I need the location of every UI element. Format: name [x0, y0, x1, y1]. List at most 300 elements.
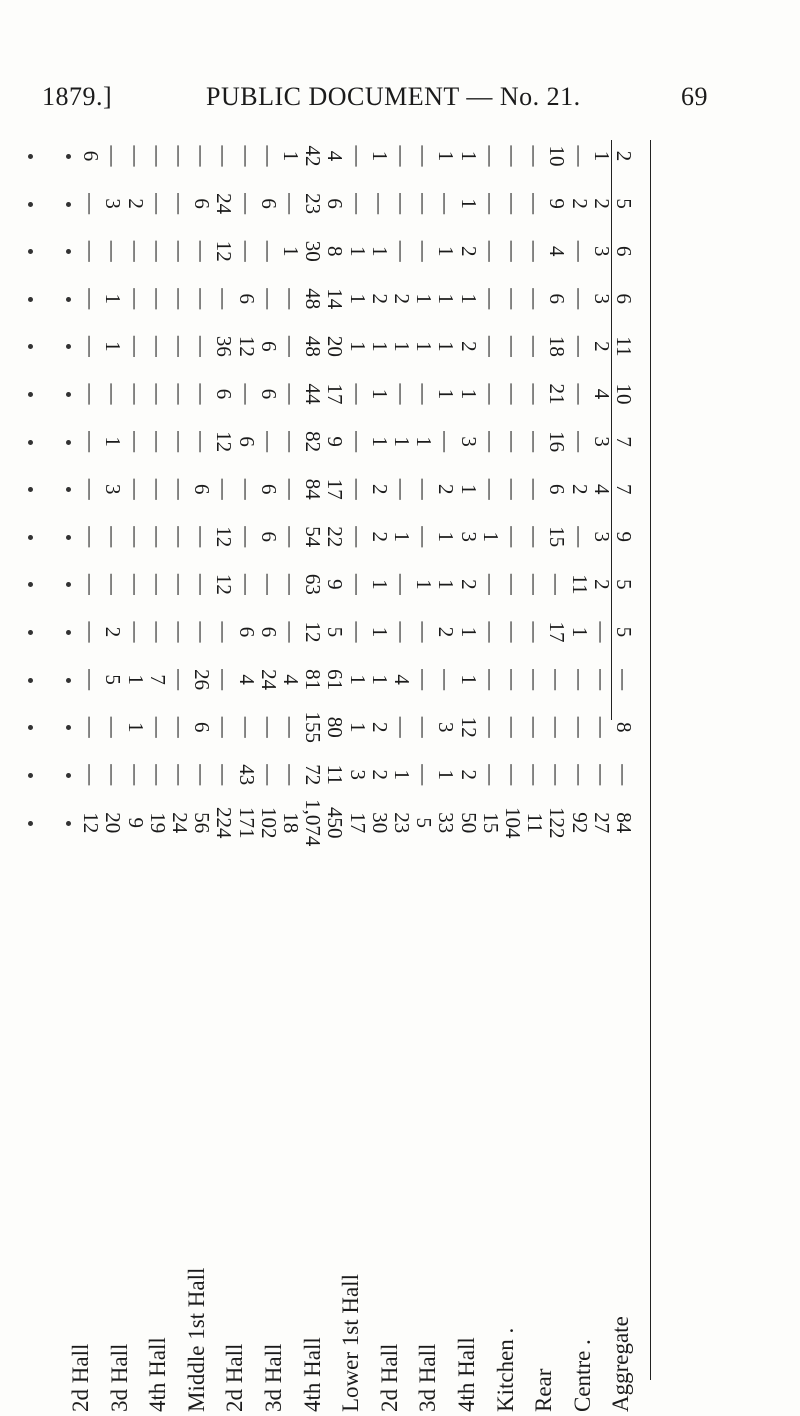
table-cell: —	[101, 764, 126, 786]
table-cell: 12	[212, 431, 237, 453]
table-cell: —	[234, 478, 259, 500]
table-cell: —	[145, 288, 170, 310]
table-cell: —	[168, 478, 192, 500]
table-cell: 82	[301, 431, 326, 453]
table-cell: —	[256, 240, 281, 262]
table-cell: 84	[301, 478, 326, 500]
table-cell: 1	[390, 436, 414, 447]
table-cell: —	[523, 240, 548, 262]
table-cell: 4	[589, 483, 614, 495]
table-cell: —	[501, 526, 525, 548]
table-cell: —	[168, 335, 192, 357]
table-cell: 2	[567, 198, 592, 209]
table-cell: —	[345, 573, 370, 595]
table-cell: —	[589, 764, 614, 786]
aggregate-cell: 450	[323, 807, 348, 839]
table-cell: 2	[367, 721, 392, 733]
table-cell: —	[345, 431, 370, 453]
table-cell: —	[501, 383, 525, 405]
table-cell: —	[501, 764, 525, 786]
table-cell: —	[501, 288, 525, 310]
aggregate-cell: 224	[212, 807, 237, 839]
table-cell: —	[390, 193, 414, 215]
table-cell: 4	[589, 388, 614, 400]
table-cell: 4	[279, 674, 303, 685]
table-cell: 1	[345, 721, 370, 733]
table-cell: —	[390, 240, 414, 262]
table-cell: —	[279, 526, 303, 548]
table-cell: —	[190, 526, 215, 548]
table-cell: —	[478, 145, 503, 167]
row-label: 3d Hall	[106, 1343, 132, 1412]
aggregate-cell: 84	[612, 812, 636, 834]
table-cell: —	[145, 193, 170, 215]
table-cell: —	[412, 478, 437, 500]
table-cell: —	[123, 335, 148, 357]
table-cell: 6	[212, 388, 237, 400]
table-cell: 15	[545, 526, 570, 548]
table-cell: —	[256, 573, 281, 595]
header-page-number: 69	[681, 82, 708, 111]
table-cell: —	[190, 431, 215, 453]
table-cell: 2	[367, 293, 392, 305]
table-cell: —	[168, 288, 192, 310]
table-cell: —	[523, 621, 548, 643]
table-cell: 2	[434, 626, 459, 638]
table-cell: —	[101, 716, 126, 738]
table-cell: —	[567, 335, 592, 357]
table-cell: —	[168, 573, 192, 595]
table-cell: —	[501, 573, 525, 595]
table-cell: —	[279, 621, 303, 643]
table-cell: 3	[589, 245, 614, 257]
table-cell: 1	[123, 721, 148, 733]
table-cell: 6	[545, 293, 570, 305]
table-cell: —	[123, 431, 148, 453]
table-cell: 3	[101, 198, 126, 209]
table-cell: 1	[456, 150, 481, 162]
table-cell: —	[190, 573, 215, 595]
table-cell: —	[79, 193, 104, 215]
table-cell: —	[168, 145, 192, 167]
aggregate-cell: 33	[434, 812, 459, 834]
table-cell: 2	[123, 198, 148, 209]
table-cell: 61	[323, 669, 348, 691]
table-cell: —	[79, 335, 104, 357]
table-cell: 22	[323, 526, 348, 548]
table-cell: 3	[456, 531, 481, 543]
row-label: 3d Hall	[261, 1343, 286, 1412]
table-cell: 2	[589, 341, 614, 352]
table-cell: 7	[612, 483, 636, 495]
aggregate-cell: 17	[345, 812, 370, 834]
table-cell: 63	[301, 573, 326, 595]
table-cell: —	[390, 573, 414, 595]
table-cell: 1	[279, 245, 303, 257]
table-cell: —	[501, 335, 525, 357]
table-cell: 6	[190, 721, 215, 733]
table-cell: —	[523, 335, 548, 357]
table-cell: 1	[434, 150, 459, 162]
table-cell: —	[501, 240, 525, 262]
table-cell: —	[212, 669, 237, 691]
table-cell: 1	[123, 674, 148, 685]
table-cell: —	[123, 621, 148, 643]
table-cell: 1	[456, 388, 481, 400]
table-cell: —	[234, 193, 259, 215]
table-cell: —	[123, 764, 148, 786]
table-cell: —	[190, 288, 215, 310]
table-cell: —	[145, 621, 170, 643]
table-cell: 1	[367, 674, 392, 685]
table-cell: 9	[323, 579, 348, 590]
table-cell: 48	[301, 288, 326, 310]
table-cell: —	[478, 240, 503, 262]
table-cell: 2	[434, 483, 459, 495]
table-cell: 1	[367, 341, 392, 352]
table-cell: 1	[589, 150, 614, 162]
table-cell: 10	[545, 145, 570, 167]
table-cell: —	[190, 240, 215, 262]
table-cell: —	[390, 621, 414, 643]
aggregate-cell: 12	[79, 812, 104, 834]
table-cell: 42	[301, 145, 326, 167]
table-cell: —	[434, 193, 459, 215]
aggregate-cell: 19	[145, 812, 170, 834]
table-cell: 3	[101, 483, 126, 495]
aggregate-cell: 11	[523, 812, 548, 833]
table-cell: 1	[456, 674, 481, 685]
table-cell: —	[212, 478, 237, 500]
table-cell: —	[145, 335, 170, 357]
table-cell: 1	[434, 769, 459, 781]
table-cell: 1	[345, 674, 370, 685]
table-cell: —	[523, 431, 548, 453]
table-cell: 72	[301, 764, 326, 786]
row-label: 4th Hall	[299, 1337, 325, 1412]
table-cell: —	[523, 526, 548, 548]
table-cell: —	[478, 383, 503, 405]
table-cell: —	[190, 383, 215, 405]
table-cell: 11	[567, 574, 592, 595]
table-cell: 3	[456, 436, 481, 447]
table-cell: 2	[589, 579, 614, 590]
table-cell: —	[123, 478, 148, 500]
table-cell: 2	[567, 483, 592, 495]
table-cell: 6	[612, 293, 636, 305]
table-cell: 3	[345, 769, 370, 781]
table-cell: —	[168, 716, 192, 738]
table-cell: 1	[434, 531, 459, 543]
table-cell: —	[390, 716, 414, 738]
row-label: 2d Hall	[376, 1343, 402, 1412]
table-cell: 1	[567, 626, 592, 638]
table-cell: 2	[589, 198, 614, 209]
table-cell: 43	[234, 764, 259, 786]
table-cell: —	[256, 145, 281, 167]
aggregate-cell: 9	[123, 817, 148, 829]
table-cell: 17	[545, 621, 570, 643]
table-cell: 3	[434, 721, 459, 733]
table-cell: 11	[612, 336, 636, 357]
table-cell: 1	[367, 626, 392, 638]
table-cell: —	[612, 764, 636, 786]
table-cell: —	[123, 573, 148, 595]
table-cell: 11	[323, 764, 348, 785]
table-cell: —	[545, 764, 570, 786]
table-cell: 3	[589, 436, 614, 447]
table-cell: 2	[390, 293, 414, 305]
table-cell: 6	[234, 293, 259, 305]
aggregate-cell: 92	[567, 812, 592, 834]
table-cell: 6	[190, 198, 215, 209]
table-cell: 2	[456, 769, 481, 781]
aggregate-cell: 171	[234, 807, 259, 839]
table-cell: —	[79, 288, 104, 310]
table-cell: 48	[301, 335, 326, 357]
table-cell: 1	[367, 150, 392, 162]
table-cell: 1	[101, 293, 126, 305]
table-cell: —	[168, 193, 192, 215]
table-cell: —	[101, 383, 126, 405]
table-cell: —	[279, 431, 303, 453]
table-cell: —	[190, 764, 215, 786]
table-cell: —	[545, 573, 570, 595]
table-cell: —	[279, 764, 303, 786]
table-cell: 7	[612, 436, 636, 447]
table-cell: 1	[456, 483, 481, 495]
table-cell: 12	[212, 526, 237, 548]
table-cell: —	[478, 193, 503, 215]
table-cell: 6	[190, 483, 215, 495]
table-cell: —	[168, 526, 192, 548]
aggregate-cell: 122	[545, 807, 570, 839]
table-cell: —	[501, 669, 525, 691]
table-cell: —	[212, 145, 237, 167]
table-cell: —	[234, 240, 259, 262]
table-cell: —	[190, 145, 215, 167]
table-cell: —	[123, 145, 148, 167]
table-cell: 8	[612, 721, 636, 733]
table-cell: —	[101, 240, 126, 262]
table-cell: —	[523, 669, 548, 691]
table-cell: 1	[434, 341, 459, 352]
table-cell: —	[501, 145, 525, 167]
table-cell: 5	[612, 198, 636, 209]
table-cell: —	[345, 478, 370, 500]
table-cell: 16	[545, 431, 570, 453]
table-cell: —	[390, 478, 414, 500]
table-cell: —	[234, 145, 259, 167]
table-cell: —	[523, 288, 548, 310]
table-cell: —	[367, 193, 392, 215]
table-cell: —	[279, 383, 303, 405]
aggregate-cell: 15	[478, 812, 503, 834]
table-cell: 2	[367, 483, 392, 495]
table-cell: —	[79, 526, 104, 548]
table-cell: 2	[456, 245, 481, 257]
table-cell: 1	[345, 245, 370, 257]
table-cell: —	[168, 240, 192, 262]
table-cell: —	[168, 669, 192, 691]
table-cell: —	[79, 716, 104, 738]
table-cell: —	[567, 716, 592, 738]
row-label: Centre .	[569, 1339, 595, 1412]
table-cell: —	[412, 240, 437, 262]
table-cell: —	[345, 383, 370, 405]
table-cell: —	[279, 335, 303, 357]
header-year: 1879.]	[42, 82, 113, 111]
aggregate-cell: 27	[589, 812, 614, 834]
table-cell: 6	[256, 198, 281, 209]
table-cell: —	[123, 240, 148, 262]
table-cell: —	[412, 621, 437, 643]
aggregate-cell: 104	[501, 807, 525, 839]
table-cell: —	[168, 621, 192, 643]
table-cell: —	[478, 669, 503, 691]
table-cell: 6	[256, 483, 281, 495]
table-cell: 2	[456, 579, 481, 590]
table-cell: —	[256, 431, 281, 453]
table-cell: —	[567, 383, 592, 405]
table-cell: 1	[434, 245, 459, 257]
table-cell: 9	[323, 436, 348, 447]
table-cell: 6	[612, 245, 636, 257]
table-cell: 6	[323, 198, 348, 209]
table-cell: 12	[212, 240, 237, 262]
table-cell: —	[478, 716, 503, 738]
table-cell: —	[79, 431, 104, 453]
table-cell: —	[256, 764, 281, 786]
table-cell: —	[168, 431, 192, 453]
table-cell: 1	[345, 341, 370, 352]
table-cell: 17	[323, 383, 348, 405]
table-cell: —	[412, 193, 437, 215]
table-cell: 6	[234, 626, 259, 638]
table-cell: —	[523, 573, 548, 595]
table-cell: —	[434, 431, 459, 453]
table-cell: —	[212, 764, 237, 786]
table-cell: 6	[256, 626, 281, 638]
table-cell: 1	[367, 436, 392, 447]
table-cell: —	[79, 240, 104, 262]
table-cell: 1	[345, 293, 370, 305]
table-cell: —	[145, 573, 170, 595]
table-cell: 4	[234, 674, 259, 685]
table-cell: 5	[612, 579, 636, 590]
table-cell: 1	[390, 769, 414, 781]
aggregate-cell: 50	[456, 812, 481, 834]
header-title: PUBLIC DOCUMENT — No. 21.	[206, 82, 581, 111]
table-cell: —	[589, 621, 614, 643]
table-cell: —	[190, 621, 215, 643]
table-cell: —	[523, 764, 548, 786]
table-cell: —	[234, 716, 259, 738]
table-cell: 5	[323, 626, 348, 638]
table-cell: —	[145, 764, 170, 786]
row-label: 3d Hall	[415, 1343, 441, 1412]
table-cell: —	[279, 478, 303, 500]
table-cell: —	[478, 431, 503, 453]
row-label: Rear	[531, 1368, 557, 1412]
row-label: 2d Hall	[68, 1343, 93, 1412]
table-cell: —	[567, 526, 592, 548]
table-cell: —	[145, 431, 170, 453]
table-cell: 23	[301, 193, 326, 215]
table-cell: —	[256, 716, 281, 738]
row-label: Kitchen .	[492, 1327, 518, 1412]
table-cell: 14	[323, 288, 348, 310]
table-cell: 44	[301, 383, 326, 405]
table-cell: —	[523, 193, 548, 215]
table-cell: —	[501, 193, 525, 215]
table-cell: —	[501, 478, 525, 500]
table-cell: —	[145, 383, 170, 405]
table-cell: —	[256, 288, 281, 310]
table-cell: 3	[589, 531, 614, 543]
table-cell: —	[101, 526, 126, 548]
table-cell: 21	[545, 383, 570, 405]
table-cell: —	[345, 621, 370, 643]
row-label: Aggregate	[608, 1316, 634, 1412]
table-cell: —	[145, 240, 170, 262]
table-cell: 12	[212, 573, 237, 595]
aggregate-cell: 23	[390, 812, 414, 834]
table-cell: —	[412, 669, 437, 691]
table-cell: —	[478, 573, 503, 595]
table-cell: —	[79, 478, 104, 500]
table-cell: 12	[456, 716, 481, 738]
table-cell: —	[79, 383, 104, 405]
aggregate-cell: 1,074	[301, 799, 326, 847]
table-cell: —	[101, 573, 126, 595]
table-cell: 1	[412, 341, 437, 352]
table-cell: —	[123, 383, 148, 405]
table-cell: —	[212, 716, 237, 738]
table-cell: —	[523, 716, 548, 738]
table-cell: 9	[545, 198, 570, 209]
table-cell: —	[478, 764, 503, 786]
table-cell: 9	[612, 531, 636, 543]
table-cell: 1	[456, 293, 481, 305]
table-cell: 1	[367, 245, 392, 257]
table-cell: 4	[545, 245, 570, 257]
table-cell: 6	[545, 483, 570, 495]
table-cell: 5	[612, 626, 636, 638]
table-cell: 12	[301, 621, 326, 643]
table-cell: 1	[279, 150, 303, 162]
table-cell: —	[234, 383, 259, 405]
table-cell: —	[145, 526, 170, 548]
table-cell: 6	[79, 150, 104, 162]
table-cell: 80	[323, 716, 348, 738]
table-cell: 7	[145, 674, 170, 685]
table-cell: —	[501, 621, 525, 643]
table-cell: 24	[256, 669, 281, 691]
table-cell: 18	[545, 335, 570, 357]
table-cell: —	[523, 478, 548, 500]
table-cell: —	[79, 573, 104, 595]
table-cell: 6	[256, 341, 281, 352]
row-label: 4th Hall	[145, 1337, 171, 1412]
table-cell: —	[390, 145, 414, 167]
table-cell: 1	[367, 579, 392, 590]
table-cell: 17	[323, 478, 348, 500]
table-cell: —	[501, 716, 525, 738]
table-cell: 1	[412, 436, 437, 447]
table-cell: 8	[323, 245, 348, 257]
table-cell: —	[501, 431, 525, 453]
